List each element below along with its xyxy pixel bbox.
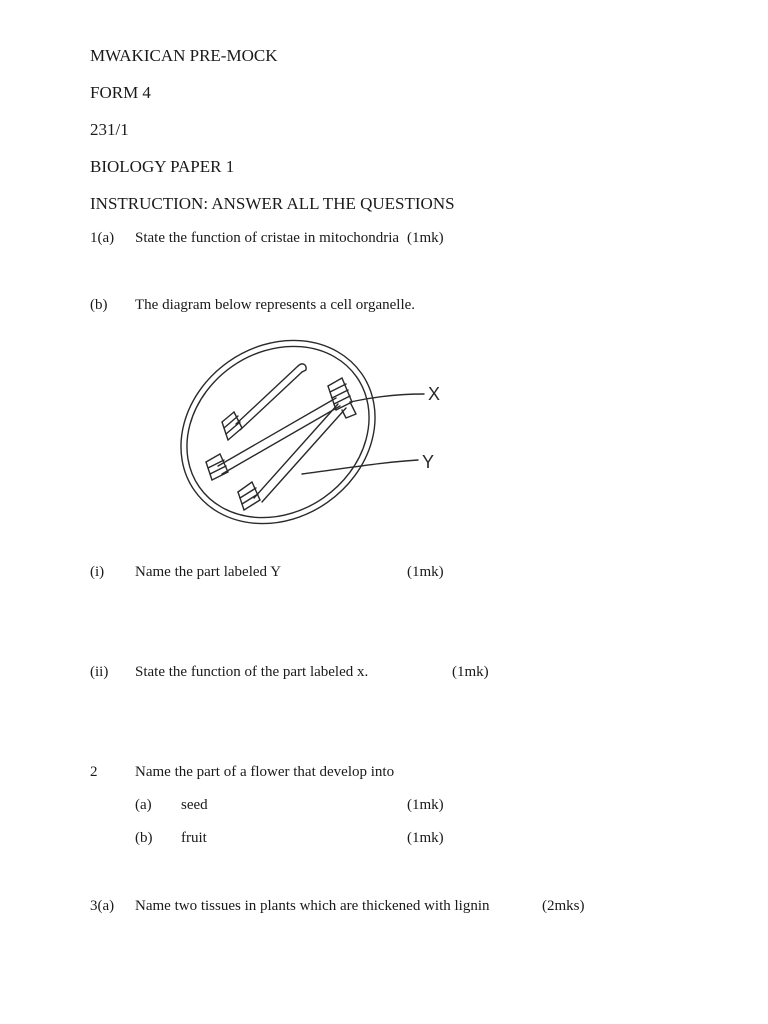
subject-title: BIOLOGY PAPER 1 (90, 157, 235, 176)
q1bi-number: (i) (90, 564, 105, 580)
q2a-marks: (1mk) (407, 797, 444, 813)
q1bii-marks: (1mk) (452, 664, 489, 680)
q1bi-marks: (1mk) (407, 564, 444, 580)
lamella-upper-end (298, 364, 306, 372)
school-title: MWAKICAN PRE-MOCK (90, 46, 278, 65)
q1bi-text: Name the part labeled Y (135, 564, 282, 580)
q2a-text: seed (181, 797, 208, 813)
q3a-text: Name two tissues in plants which are thickened with lignin (135, 898, 490, 914)
paper-code: 231/1 (90, 120, 129, 139)
q2b-label: (b) (135, 830, 153, 846)
q2-number: 2 (90, 764, 98, 780)
q2a-label: (a) (135, 797, 152, 813)
inner-membrane (178, 326, 403, 538)
lamella-upper (236, 366, 302, 430)
q1a-marks: (1mk) (407, 230, 444, 246)
q3a-number: 3(a) (90, 898, 115, 914)
q1b-text: The diagram below represents a cell organelle. (135, 297, 416, 313)
q1a-number: 1(a) (90, 230, 115, 246)
label-line-x (350, 394, 424, 402)
q1bii-number: (ii) (90, 664, 109, 680)
diagram-label-x: X (428, 384, 441, 404)
granum-middle (206, 454, 228, 480)
form-label: FORM 4 (90, 83, 151, 102)
q2b-text: fruit (181, 830, 207, 846)
granum-upper (222, 412, 242, 440)
q1bii-text: State the function of the part labeled x. (135, 664, 369, 680)
cell-organelle-diagram (178, 326, 444, 538)
diagram-label-y: Y (422, 452, 435, 472)
q2-text: Name the part of a flower that develop into (135, 764, 395, 780)
instruction: INSTRUCTION: ANSWER ALL THE QUESTIONS (90, 194, 455, 213)
q3a-marks: (2mks) (542, 898, 585, 914)
q1b-number: (b) (90, 297, 108, 313)
q2b-marks: (1mk) (407, 830, 444, 846)
q1a-text: State the function of cristae in mitochondria (135, 230, 400, 246)
